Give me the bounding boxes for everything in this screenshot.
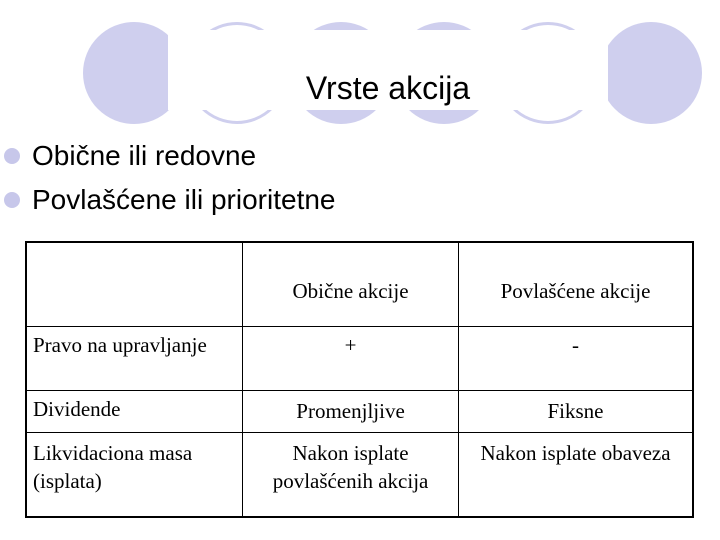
decorative-circle-6: [600, 22, 702, 124]
table-header-row: [26, 242, 693, 326]
bullet-dot-icon: [4, 192, 20, 208]
bullet-list: [4, 134, 336, 222]
table-header-cell: [26, 242, 243, 326]
bullet-text: Obične ili redovne: [32, 140, 257, 171]
bullet-item: [4, 134, 336, 178]
table-cell: Promenjljive: [243, 391, 459, 433]
table-header-cell: Povlašćene akcije: [459, 242, 693, 326]
table-cell: Likvidaciona masa (isplata): [26, 433, 243, 517]
table-cell: Pravo na upravljanje: [26, 326, 243, 390]
slide-title: Vrste akcija: [305, 70, 471, 106]
table-row: [26, 326, 693, 390]
table-cell: Fiksne: [459, 391, 693, 433]
shares-comparison-table: [25, 241, 694, 518]
table-cell: Nakon isplate povlašćenih akcija: [243, 433, 459, 517]
bullet-text: Povlašćene ili prioritetne: [32, 184, 336, 215]
table-cell: -: [459, 326, 693, 390]
table-cell: Dividende: [26, 391, 243, 433]
bullet-dot-icon: [4, 148, 20, 164]
table-row: [26, 433, 693, 517]
table-cell: +: [243, 326, 459, 390]
table-cell: Nakon isplate obaveza: [459, 433, 693, 517]
bullet-item: [4, 178, 336, 222]
title-box: [168, 30, 608, 110]
table-header-cell: Obične akcije: [243, 242, 459, 326]
table-row: [26, 391, 693, 433]
